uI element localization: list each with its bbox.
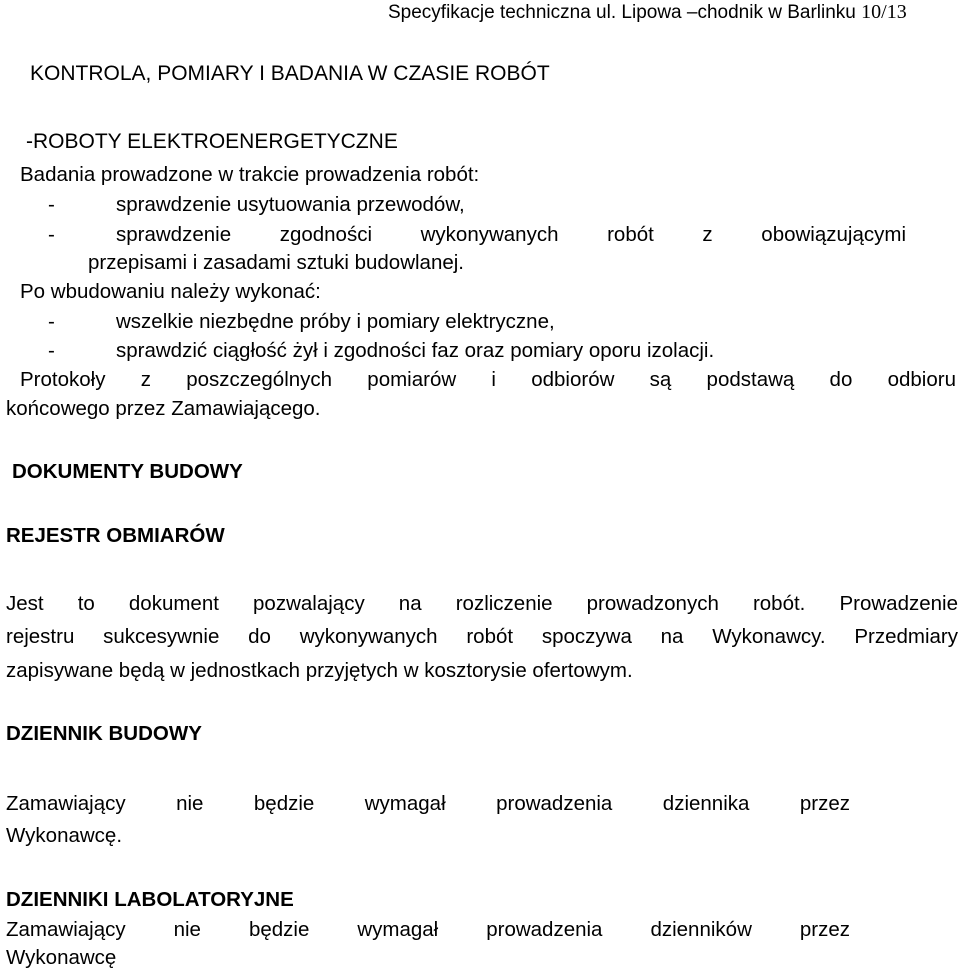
intro-text: Badania prowadzone w trakcie prowadzenia robót:: [20, 163, 480, 186]
bullet-dash: -: [48, 223, 55, 246]
register-title: REJESTR OBMIARÓW: [6, 524, 225, 547]
bullet-item: [48, 188, 908, 221]
bullet-dash: -: [48, 193, 55, 216]
protocols-line: Protokoły z poszczególnych pomiarów i odbiorów są podstawą do odbioru: [20, 368, 956, 391]
protocols-line: końcowego przez Zamawiającego.: [6, 397, 321, 420]
bullet-text: sprawdzenie usytuowania przewodów,: [116, 193, 465, 216]
register-line: rejestru sukcesywnie do wykonywanych robót spoczywa na Wykonawcy. Przedmiary: [6, 625, 958, 648]
journal-line: Zamawiający nie będzie wymagał prowadzenia dziennika przez: [6, 792, 850, 815]
page-header: [388, 0, 907, 25]
header-text: Specyfikacje techniczna ul. Lipowa –chodnik w Barlinku: [388, 2, 856, 23]
after-label: Po wbudowaniu należy wykonać:: [20, 280, 321, 303]
section-title: KONTROLA, POMIARY I BADANIA W CZASIE ROBÓT: [30, 62, 550, 85]
bullet-dash: -: [48, 310, 55, 333]
bullet-text: sprawdzenie zgodności wykonywanych robót z obowiązującymi: [116, 223, 906, 246]
section-subtitle: -ROBOTY ELEKTROENERGETYCZNE: [26, 130, 398, 153]
journal-line: Wykonawcę.: [6, 824, 123, 847]
lab-title: DZIENNIKI LABOLATORYJNE: [6, 888, 294, 911]
journal-title: DZIENNIK BUDOWY: [6, 722, 202, 745]
bullet-continuation: przepisami i zasadami sztuki budowlanej.: [88, 251, 465, 274]
documents-title: DOKUMENTY BUDOWY: [12, 460, 243, 483]
register-line: Jest to dokument pozwalający na rozliczenie prowadzonych robót. Prowadzenie: [6, 592, 958, 615]
bullet-text: sprawdzić ciągłość żył i zgodności faz oraz pomiary oporu izolacji.: [116, 339, 715, 362]
bullet-dash: -: [48, 339, 55, 362]
bullet-text: wszelkie niezbędne próby i pomiary elektryczne,: [116, 310, 555, 333]
register-line: zapisywane będą w jednostkach przyjętych w kosztorysie ofertowym.: [6, 659, 633, 682]
lab-line: Zamawiający nie będzie wymagał prowadzenia dzienników przez: [6, 918, 850, 941]
lab-line: Wykonawcę: [6, 946, 117, 969]
page-number: 10/13: [861, 1, 907, 23]
